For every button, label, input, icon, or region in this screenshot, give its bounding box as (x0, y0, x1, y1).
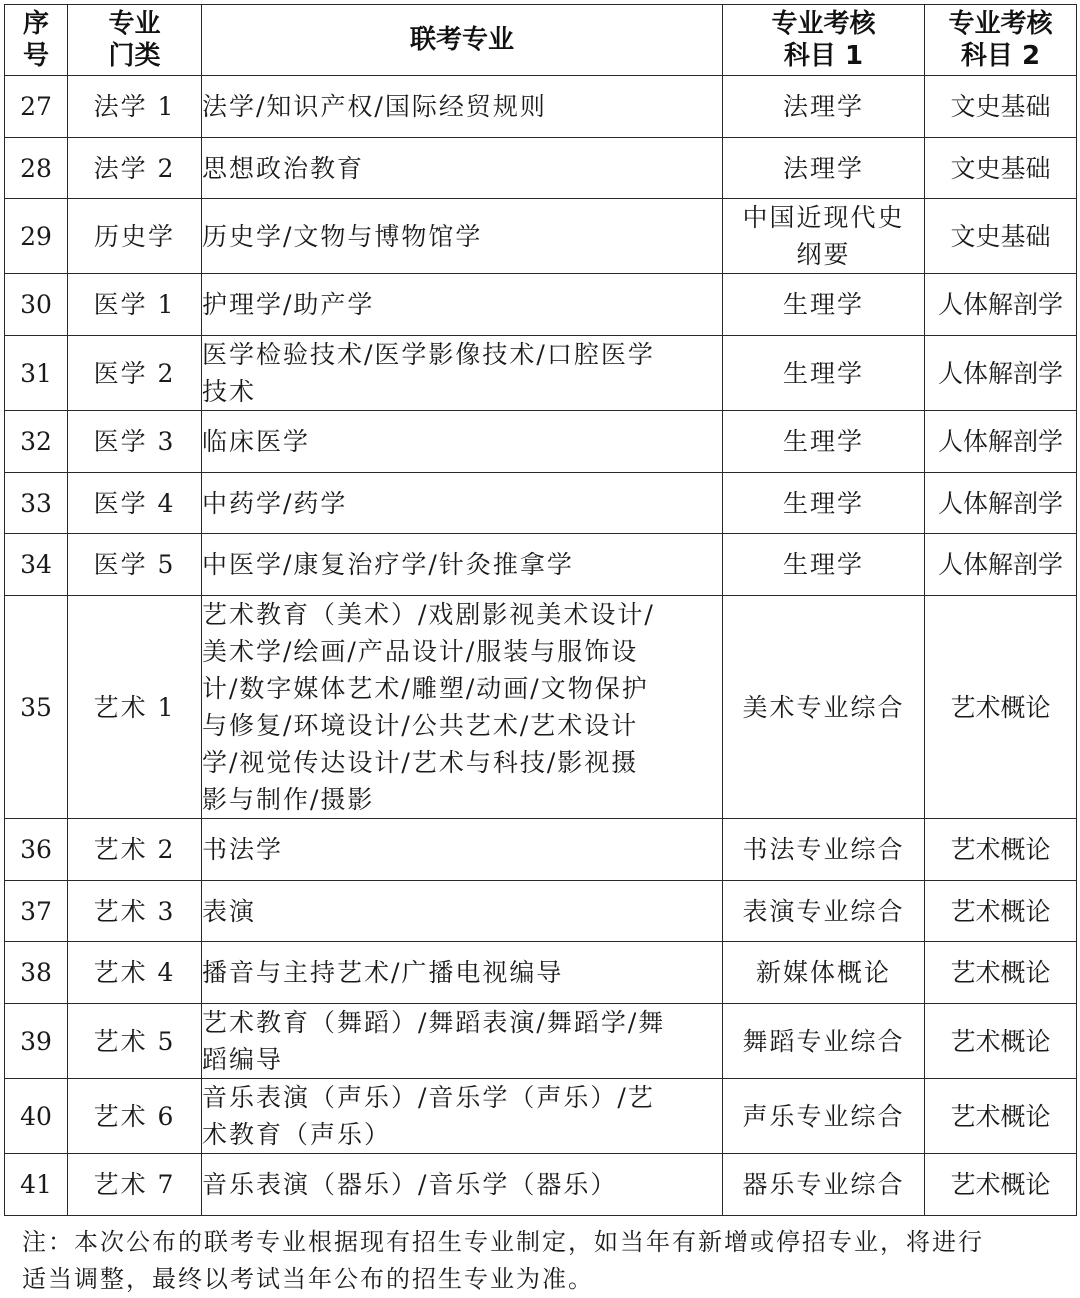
table-body (5, 76, 1077, 1216)
exam-subject-2-text: 人体解剖学 (937, 290, 1063, 319)
exam-majors-text: 音乐表演（声乐）/音乐学（声乐）/艺 术教育（声乐） (202, 1083, 655, 1149)
exam-subject-1 (723, 1079, 925, 1154)
header-no: 序 号 (5, 5, 68, 76)
table-row (5, 138, 1077, 199)
exam-majors (202, 336, 723, 411)
table-row (5, 199, 1077, 274)
exam-majors (202, 1004, 723, 1079)
exam-subject-1 (723, 1004, 925, 1079)
row-number-text: 34 (20, 550, 52, 579)
exam-subject-1 (723, 881, 925, 942)
exam-majors (202, 199, 723, 274)
exam-majors (202, 138, 723, 199)
exam-subject-1 (723, 76, 925, 138)
exam-subject-2-text: 艺术概论 (950, 692, 1051, 722)
major-category-text: 历史学 (93, 221, 175, 251)
major-category-text: 法学 1 (93, 92, 176, 121)
major-subject-table (4, 4, 1077, 1216)
major-category (68, 819, 202, 881)
major-category-text: 艺术 4 (93, 958, 176, 987)
exam-majors-text: 中药学/药学 (202, 488, 348, 518)
row-number (5, 1154, 68, 1216)
exam-subject-2-text: 人体解剖学 (937, 427, 1063, 456)
row-number (5, 199, 68, 274)
exam-subject-2-text: 艺术概论 (950, 1026, 1051, 1056)
exam-majors-text: 播音与主持艺术/广播电视编导 (202, 958, 564, 987)
exam-subject-2 (925, 534, 1077, 596)
exam-subject-2 (925, 1154, 1077, 1216)
major-category (68, 76, 202, 138)
table-row (5, 942, 1077, 1004)
major-category (68, 199, 202, 274)
table-row (5, 336, 1077, 411)
exam-majors (202, 942, 723, 1004)
table-row (5, 1079, 1077, 1154)
major-category-text: 医学 2 (93, 358, 176, 388)
row-number-text: 31 (20, 358, 52, 388)
major-category-text: 医学 3 (93, 427, 176, 456)
exam-subject-1-text: 器乐专业综合 (742, 1170, 905, 1199)
major-category (68, 473, 202, 534)
major-category-text: 医学 1 (93, 290, 176, 319)
exam-subject-1 (723, 473, 925, 534)
row-number (5, 942, 68, 1004)
major-category (68, 336, 202, 411)
major-category-text: 艺术 6 (93, 1101, 176, 1131)
major-category-text: 艺术 7 (93, 1170, 176, 1199)
row-number-text: 36 (20, 835, 52, 864)
exam-subject-1-text: 生理学 (782, 488, 864, 518)
exam-subject-1-text: 法理学 (782, 92, 864, 121)
table-row (5, 819, 1077, 881)
exam-subject-2 (925, 76, 1077, 138)
exam-subject-1-text: 舞蹈专业综合 (742, 1026, 905, 1056)
exam-majors (202, 1154, 723, 1216)
exam-subject-1 (723, 534, 925, 596)
exam-majors-text: 艺术教育（舞蹈）/舞蹈表演/舞蹈学/舞 蹈编导 (202, 1008, 666, 1074)
major-category (68, 881, 202, 942)
major-category-text: 医学 5 (93, 550, 176, 579)
exam-subject-1-text: 表演专业综合 (742, 896, 905, 926)
exam-subject-2-text: 艺术概论 (950, 896, 1051, 926)
exam-subject-1 (723, 942, 925, 1004)
row-number (5, 411, 68, 473)
row-number-text: 29 (20, 221, 52, 251)
row-number (5, 1079, 68, 1154)
exam-majors-text: 医学检验技术/医学影像技术/口腔医学 技术 (202, 340, 655, 406)
exam-majors-text: 书法学 (202, 835, 284, 864)
exam-subject-2 (925, 411, 1077, 473)
exam-subject-2 (925, 138, 1077, 199)
exam-subject-1 (723, 1154, 925, 1216)
exam-subject-2-text: 文史基础 (950, 153, 1051, 183)
exam-subject-2 (925, 819, 1077, 881)
major-category (68, 942, 202, 1004)
exam-subject-2-text: 艺术概论 (950, 835, 1051, 864)
row-number-text: 40 (20, 1101, 52, 1131)
row-number-text: 27 (20, 92, 52, 121)
row-number-text: 33 (20, 488, 52, 518)
major-category (68, 1004, 202, 1079)
exam-subject-1 (723, 274, 925, 336)
major-category-text: 艺术 2 (93, 835, 176, 864)
table-header (5, 5, 1077, 76)
footnote: 注：本次公布的联考专业根据现有招生专业制定，如当年有新增或停招专业，将进行 适当调整，最终以考试当年公布的招生专业为准。 (22, 1228, 984, 1293)
exam-subject-1-text: 新媒体概论 (755, 958, 891, 987)
row-number-text: 35 (20, 692, 52, 722)
exam-subject-1-text: 生理学 (782, 290, 864, 319)
major-category (68, 534, 202, 596)
header-major: 联考专业 (202, 5, 723, 76)
header-subject-2: 专业考核 科目 2 (925, 5, 1077, 76)
table-row (5, 274, 1077, 336)
table-row (5, 76, 1077, 138)
major-category-text: 法学 2 (93, 153, 176, 183)
exam-subject-2 (925, 881, 1077, 942)
exam-majors-text: 护理学/助产学 (202, 290, 375, 319)
exam-majors-text: 法学/知识产权/国际经贸规则 (202, 92, 547, 121)
exam-subject-1-text: 声乐专业综合 (742, 1101, 905, 1131)
exam-majors (202, 1079, 723, 1154)
table-row (5, 473, 1077, 534)
header-category: 专业 门类 (68, 5, 202, 76)
exam-subject-1 (723, 199, 925, 274)
exam-majors-text: 历史学/文物与博物馆学 (202, 221, 483, 251)
major-category-text: 艺术 5 (93, 1026, 176, 1056)
exam-subject-1-text: 美术专业综合 (742, 692, 905, 722)
exam-subject-2 (925, 942, 1077, 1004)
exam-subject-2 (925, 274, 1077, 336)
exam-subject-2 (925, 1079, 1077, 1154)
exam-subject-1-text: 生理学 (782, 427, 864, 456)
row-number-text: 39 (20, 1026, 52, 1056)
major-category (68, 411, 202, 473)
row-number (5, 336, 68, 411)
table-row (5, 596, 1077, 819)
exam-majors-text: 中医学/康复治疗学/针灸推拿学 (202, 550, 574, 579)
exam-subject-1-text: 法理学 (782, 153, 864, 183)
exam-subject-2-text: 艺术概论 (950, 1170, 1051, 1199)
exam-subject-1 (723, 596, 925, 819)
row-number (5, 596, 68, 819)
exam-subject-2 (925, 596, 1077, 819)
exam-majors-text: 临床医学 (202, 427, 311, 456)
exam-subject-2 (925, 1004, 1077, 1079)
header-subject-1: 专业考核 科目 1 (723, 5, 925, 76)
major-category-text: 医学 4 (93, 488, 176, 518)
exam-subject-2-text: 文史基础 (950, 92, 1051, 121)
row-number-text: 28 (20, 153, 52, 183)
major-category (68, 274, 202, 336)
exam-subject-1 (723, 819, 925, 881)
exam-subject-2 (925, 199, 1077, 274)
major-category-text: 艺术 3 (93, 896, 176, 926)
exam-subject-1 (723, 411, 925, 473)
row-number-text: 38 (20, 958, 52, 987)
row-number (5, 76, 68, 138)
exam-subject-2-text: 人体解剖学 (937, 358, 1063, 388)
table-row (5, 534, 1077, 596)
exam-majors-text: 表演 (202, 896, 257, 926)
major-category (68, 1154, 202, 1216)
exam-subject-2 (925, 336, 1077, 411)
exam-subject-2-text: 艺术概论 (950, 958, 1051, 987)
table-row (5, 411, 1077, 473)
exam-subject-1-text: 生理学 (782, 358, 864, 388)
table-row (5, 1004, 1077, 1079)
table-row (5, 1154, 1077, 1216)
exam-majors (202, 76, 723, 138)
major-category (68, 596, 202, 819)
exam-majors (202, 819, 723, 881)
exam-subject-1-text: 中国近现代史 纲要 (742, 203, 905, 269)
exam-majors (202, 473, 723, 534)
exam-subject-1 (723, 336, 925, 411)
exam-subject-2 (925, 473, 1077, 534)
exam-majors (202, 274, 723, 336)
row-number (5, 1004, 68, 1079)
exam-majors-text: 音乐表演（器乐）/音乐学（器乐） (202, 1170, 618, 1199)
row-number-text: 30 (20, 290, 52, 319)
exam-subject-1-text: 书法专业综合 (742, 835, 905, 864)
exam-majors-text: 艺术教育（美术）/戏剧影视美术设计/ 美术学/绘画/产品设计/服装与服饰设 计/数字媒体艺术/雕塑/动画/文物保护 与修复/环境设计/公共艺术/艺术设计 学/视觉传达设计/艺术与科技/影视摄 影与制作/摄影 (202, 600, 655, 814)
exam-majors-text: 思想政治教育 (202, 153, 365, 183)
exam-majors (202, 881, 723, 942)
exam-majors (202, 596, 723, 819)
major-category (68, 138, 202, 199)
exam-subject-2-text: 艺术概论 (950, 1101, 1051, 1131)
row-number-text: 41 (20, 1170, 52, 1199)
row-number (5, 138, 68, 199)
row-number-text: 37 (20, 896, 52, 926)
row-number (5, 534, 68, 596)
row-number (5, 274, 68, 336)
exam-majors (202, 411, 723, 473)
exam-subject-2-text: 人体解剖学 (937, 550, 1063, 579)
exam-subject-2-text: 人体解剖学 (937, 488, 1063, 518)
major-category (68, 1079, 202, 1154)
exam-subject-2-text: 文史基础 (950, 221, 1051, 251)
exam-majors (202, 534, 723, 596)
row-number (5, 819, 68, 881)
row-number-text: 32 (20, 427, 52, 456)
row-number (5, 881, 68, 942)
table-row (5, 881, 1077, 942)
exam-subject-1 (723, 138, 925, 199)
row-number (5, 473, 68, 534)
exam-subject-1-text: 生理学 (782, 550, 864, 579)
major-category-text: 艺术 1 (93, 692, 176, 722)
